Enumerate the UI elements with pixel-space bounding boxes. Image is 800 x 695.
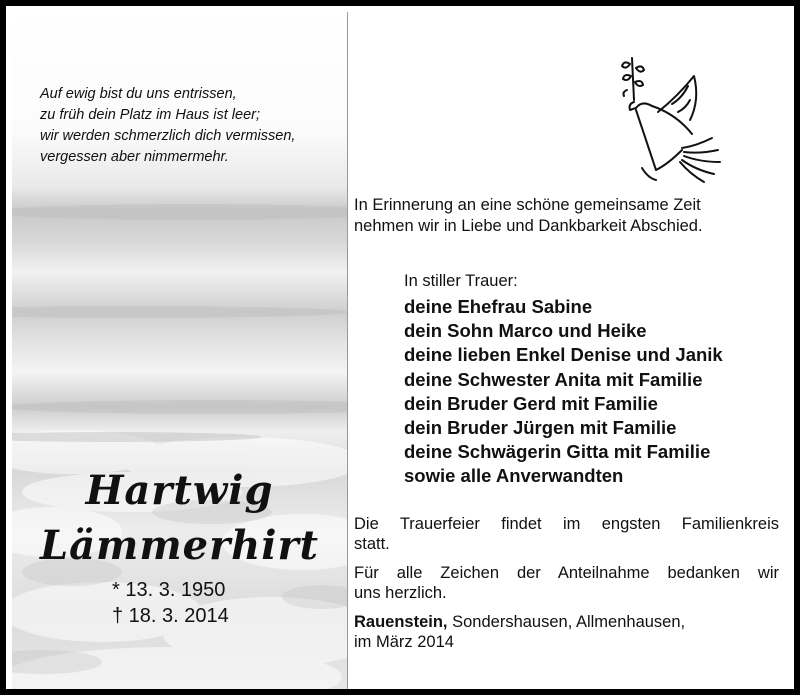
intro-line: nehmen wir in Liebe und Dankbarkeit Abschied. [354, 217, 703, 235]
funeral-line: statt. [354, 535, 390, 553]
intro-text [354, 195, 703, 237]
mourner: dein Bruder Jürgen mit Familie [404, 417, 677, 439]
birth-date: * 13. 3. 1950 [112, 579, 226, 601]
thanks-line: uns herzlich. [354, 584, 447, 602]
intro-line: In Erinnerung an eine schöne gemeinsame Zeit [354, 196, 701, 214]
death-date: † 18. 3. 2014 [112, 605, 229, 627]
divider [347, 12, 348, 695]
text-panel [354, 12, 794, 695]
mourning-title: In stiller Trauer: [404, 272, 518, 290]
life-dates [112, 577, 229, 629]
thanks-line: Für alle Zeichen der Anteilnahme bedanken wir [354, 564, 779, 582]
mourner: deine Schwägerin Gitta mit Familie [404, 441, 711, 463]
funeral-notice [354, 514, 779, 554]
deceased-first-name: Hartwig [85, 467, 274, 514]
mourner: dein Bruder Gerd mit Familie [404, 392, 658, 414]
poem-line: wir werden schmerzlich dich vermissen, [40, 128, 296, 144]
mourner: dein Sohn Marco und Heike [404, 320, 647, 342]
poem-line: Auf ewig bist du uns entrissen, [40, 86, 237, 102]
funeral-line: Die Trauerfeier findet im engsten Familienkreis [354, 515, 779, 533]
thanks-notice [354, 563, 779, 603]
deceased-last-name: Lämmerhirt [39, 522, 320, 569]
poem-line: zu früh dein Platz im Haus ist leer; [40, 107, 261, 123]
place-and-date [354, 612, 779, 652]
date-line: im März 2014 [354, 633, 454, 651]
mourners-list [404, 295, 723, 489]
place-others: Sondershausen, Allmenhausen, [447, 613, 686, 631]
poem-line: vergessen aber nimmermehr. [40, 149, 229, 165]
mourner: deine Schwester Anita mit Familie [404, 368, 703, 390]
mourner: deine Ehefrau Sabine [404, 296, 593, 317]
cloud-panel [12, 12, 347, 695]
mourner: deine lieben Enkel Denise und Janik [404, 344, 723, 366]
mourner: sowie alle Anverwandten [404, 465, 624, 487]
dove-with-olive-branch-icon [612, 50, 732, 190]
place-main: Rauenstein, [354, 613, 448, 631]
poem [40, 84, 340, 168]
